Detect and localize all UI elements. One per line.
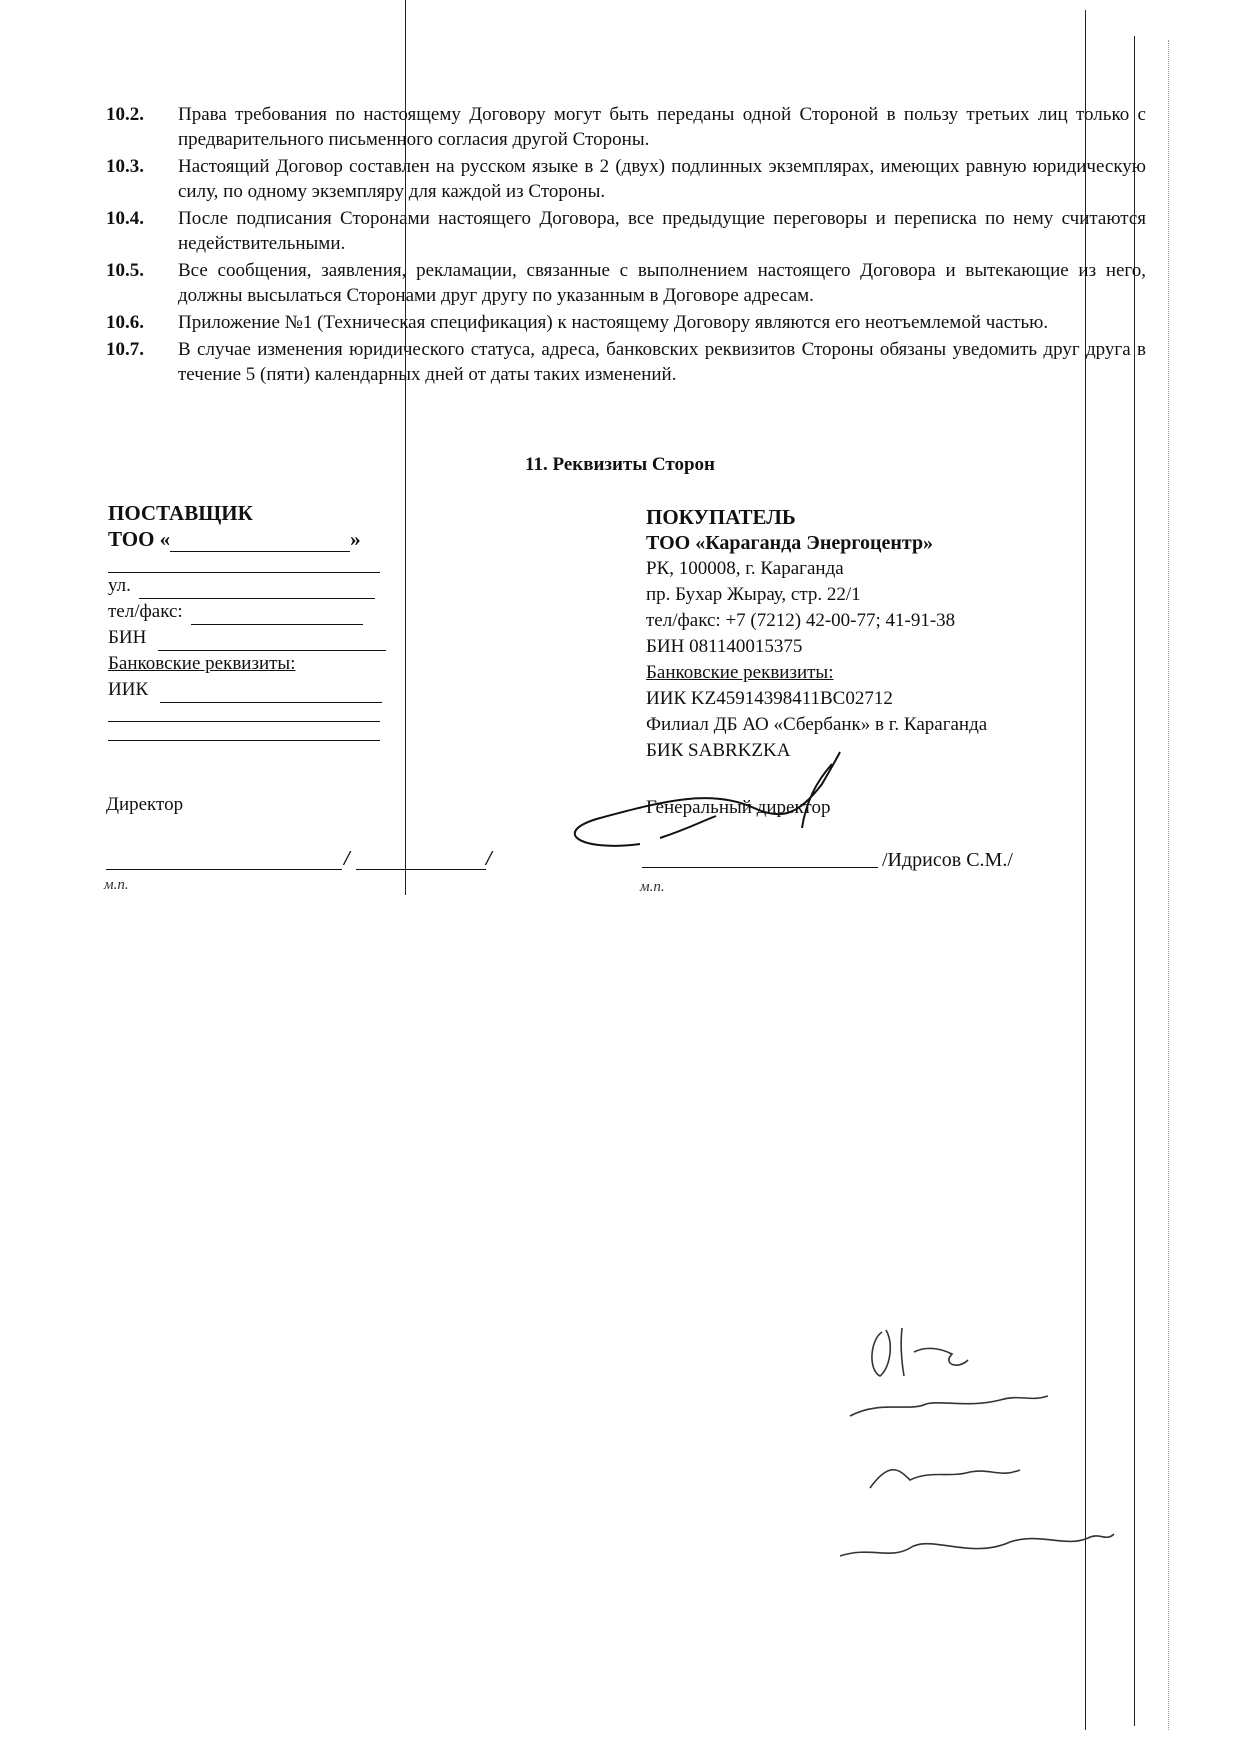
supplier-company-blank (170, 533, 350, 552)
supplier-phone-label: тел/факс: (108, 601, 183, 622)
supplier-iik-label: ИИК (108, 679, 149, 700)
clauses-list (106, 102, 1146, 389)
supplier-street-blank (139, 580, 375, 599)
buyer-phone: тел/факс: +7 (7212) 42-00-77; 41-91-38 (646, 610, 956, 631)
supplier-street-label: ул. (108, 575, 131, 596)
buyer-director-label: Генеральный директор (646, 797, 831, 818)
supplier-bank-label: Банковские реквизиты: (108, 653, 296, 674)
supplier-stamp-label: м.п. (104, 877, 129, 893)
clause-number: 10.4. (106, 208, 144, 229)
buyer-signature-scribble (540, 740, 900, 860)
clause-number: 10.7. (106, 339, 144, 360)
clause-10-4 (106, 206, 1146, 256)
supplier-bin-blank (158, 632, 386, 651)
buyer-bin: БИН 081140015375 (646, 636, 803, 657)
buyer-branch: Филиал ДБ АО «Сбербанк» в г. Караганда (646, 714, 988, 735)
supplier-details (108, 500, 408, 741)
supplier-company-row (108, 526, 408, 552)
clause-text: После подписания Сторонами настоящего Договора, все предыдущие переговоры и переписка по нему считаются недействительными. (178, 208, 1146, 254)
supplier-bin-label: БИН (108, 627, 147, 648)
clause-text: Все сообщения, заявления, рекламации, связанные с выполнением настоящего Договора и вытекающие из него, должны высылаться Сторонами друг другу по указанным в Договоре адресам. (178, 260, 1146, 306)
supplier-phone-row (108, 599, 408, 625)
supplier-name-line (356, 868, 486, 870)
buyer-company: ТОО «Караганда Энергоцентр» (646, 532, 934, 554)
supplier-extra-blank (108, 722, 380, 741)
buyer-address-1: РК, 100008, г. Караганда (646, 558, 844, 579)
buyer-stamp-label: м.п. (640, 879, 665, 895)
buyer-iik: ИИК KZ45914398411BC02712 (646, 688, 893, 709)
supplier-name-blank (108, 554, 380, 573)
clause-text: Приложение №1 (Техническая спецификация) к настоящему Договору являются его неотъемлемой частью. (178, 312, 1049, 333)
handwritten-approval-notes (830, 1320, 1130, 1580)
supplier-bin-row (108, 625, 408, 651)
clause-10-5 (106, 258, 1146, 308)
supplier-blank-row (108, 554, 408, 573)
supplier-blank-row-3 (108, 722, 408, 741)
supplier-iik-row (108, 677, 408, 703)
supplier-street-row (108, 573, 408, 599)
clause-number: 10.2. (106, 104, 144, 125)
supplier-blank-row-2 (108, 703, 408, 722)
supplier-signature-slash: / (344, 846, 350, 870)
supplier-director-label: Директор (106, 794, 184, 815)
scan-artifact-dots (1168, 40, 1169, 1730)
supplier-signature-line (106, 868, 342, 870)
supplier-header: ПОСТАВЩИК (108, 501, 253, 525)
buyer-signature-line (642, 866, 878, 868)
clause-number: 10.6. (106, 312, 144, 333)
supplier-company-suffix: » (350, 527, 361, 551)
clause-10-2 (106, 102, 1146, 152)
clause-text: Права требования по настоящему Договору могут быть переданы одной Стороной в пользу третьих лиц только с предварительного письменного согласия другой Стороны. (178, 104, 1146, 150)
clause-text: Настоящий Договор составлен на русском языке в 2 (двух) подлинных экземплярах, имеющих равную юридическую силу, по одному экземпляру для каждой из Стороны. (178, 156, 1146, 202)
buyer-bik: БИК SABRKZKA (646, 740, 791, 761)
buyer-header: ПОКУПАТЕЛЬ (646, 505, 796, 529)
buyer-signatory: /Идрисов С.М./ (882, 849, 1013, 871)
buyer-details (646, 504, 1086, 764)
supplier-signature-slash: / (486, 846, 492, 870)
clause-text: В случае изменения юридического статуса, адреса, банковских реквизитов Стороны обязаны уведомить друг друга в течение 5 (пяти) календарных дней от даты таких изменений. (178, 339, 1146, 385)
supplier-iik-blank (160, 684, 382, 703)
buyer-bank-label: Банковские реквизиты: (646, 662, 834, 683)
clause-10-6 (106, 310, 1146, 335)
clause-number: 10.5. (106, 260, 144, 281)
section-title: 11. Реквизиты Сторон (525, 454, 715, 475)
clause-10-7 (106, 337, 1146, 387)
supplier-company-prefix: ТОО « (108, 527, 171, 551)
buyer-address-2: пр. Бухар Жырау, стр. 22/1 (646, 584, 861, 605)
supplier-phone-blank (191, 606, 363, 625)
supplier-extra-blank (108, 703, 380, 722)
clause-10-3 (106, 154, 1146, 204)
clause-number: 10.3. (106, 156, 144, 177)
